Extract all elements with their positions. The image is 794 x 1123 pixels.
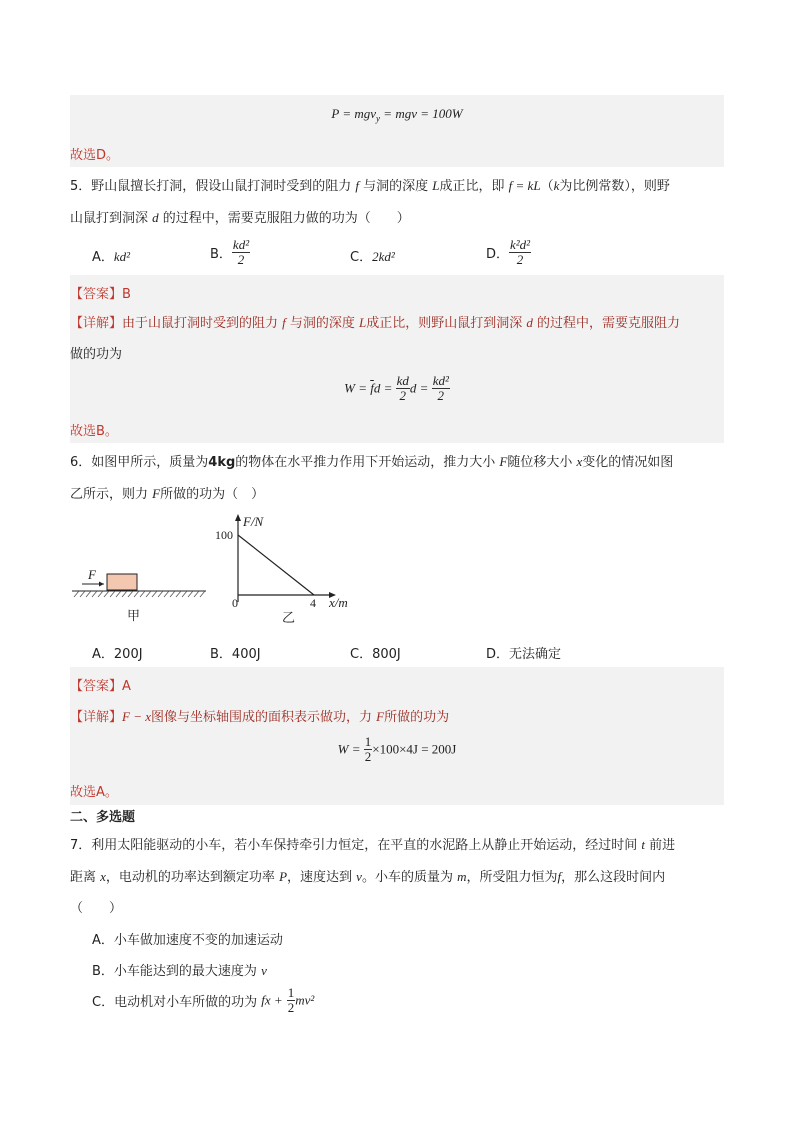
q5-conclusion: 故选B。 <box>70 424 118 439</box>
q6-conclusion: 故选A。 <box>70 785 118 800</box>
origin-label: 0 <box>232 596 238 610</box>
x-tick-4: 4 <box>310 596 316 610</box>
q6-option-a: A．200J <box>92 647 143 662</box>
power-symbol: P <box>331 106 340 121</box>
q5-work-equation: $W = \overline{f}d$ = $\frac{kd}{2}$ d = $\frac{\text{kd²}}{2}$ <box>344 373 449 403</box>
top-equation <box>0 106 794 124</box>
ground-hatching <box>74 591 205 597</box>
q7-stem: 7．利用太阳能驱动的小车，若小车保持牵引力恒定，在平直的水泥路上从静止开始运动，经过时间 t 前进 距离 x，电动机的功率达到额定功率 P，速度达到 v。小车的质量为 m，所受阻力恒为f，那么这段时间内 （ ） <box>70 837 676 916</box>
force-label: F <box>88 567 96 582</box>
q5-answer: 【答案】B <box>70 287 131 302</box>
force-line <box>238 535 314 595</box>
block <box>107 574 137 590</box>
q6-option-c: C．800J <box>350 647 401 662</box>
subscript: y <box>376 113 381 124</box>
section-heading: 二、多选题 <box>70 810 136 825</box>
figure-caption-yi: 乙 <box>282 611 296 626</box>
equation-part: = mgv <box>342 106 377 121</box>
figure-yi <box>212 512 362 630</box>
q7-option-c: C．电动机对小车所做的功为 fx + $\frac{1}{2}$ mv² <box>92 985 315 1015</box>
q4-conclusion: 故选D。 <box>70 148 120 163</box>
q5-option-b: B． $\frac{\text{kd²}}{2}$ <box>210 237 250 267</box>
q7-option-b: B．小车能达到的最大速度为 v <box>92 963 267 979</box>
y-tick-100: 100 <box>215 528 233 542</box>
q5-detail: 【详解】由于山鼠打洞时受到的阻力 f 与洞的深度 L成正比，则野山鼠打到洞深 d 的过程中，需要克服阻力 做的功为 <box>70 315 681 362</box>
q6-options <box>92 643 712 663</box>
q6-work-equation: W = $\frac{1}{2}$ ×100×4J = 200J <box>337 734 457 764</box>
q5-option-c: C．2kd² <box>350 249 395 265</box>
x-axis-label: x/m <box>329 595 348 610</box>
y-axis-label: F/N <box>243 514 264 529</box>
force-arrowhead <box>99 582 104 587</box>
q6-detail: 【详解】F − x图像与坐标轴围成的面积表示做功，力 F所做的功为 <box>70 709 450 725</box>
q5-option-a: A．kd² <box>92 249 131 265</box>
figure-caption-jia: 甲 <box>127 609 141 624</box>
q6-option-b: B．400J <box>210 647 261 662</box>
q6-answer: 【答案】A <box>70 679 131 694</box>
q7-option-a: A．小车做加速度不变的加速运动 <box>92 933 283 948</box>
q6-option-d: D．无法确定 <box>486 647 562 662</box>
y-axis-arrowhead <box>235 514 241 521</box>
q5-options <box>92 238 712 272</box>
q5-option-d: D． $\frac{\text{k²d²}}{2}$ <box>486 237 531 267</box>
equation-part: = mgv = 100W <box>383 106 463 121</box>
figure-jia <box>70 562 210 626</box>
q5-stem: 5．野山鼠擅长打洞，假设山鼠打洞时受到的阻力 f 与洞的深度 L成正比，即 f = kL（k为比例常数），则野 山鼠打到洞深 d 的过程中，需要克服阻力做的功为（ ） <box>70 178 670 226</box>
q6-stem: 6．如图甲所示，质量为4kg的物体在水平推力作用下开始运动，推力大小 F随位移大小 x变化的情况如图 乙所示，则力 F所做的功为（ ） <box>70 454 674 502</box>
